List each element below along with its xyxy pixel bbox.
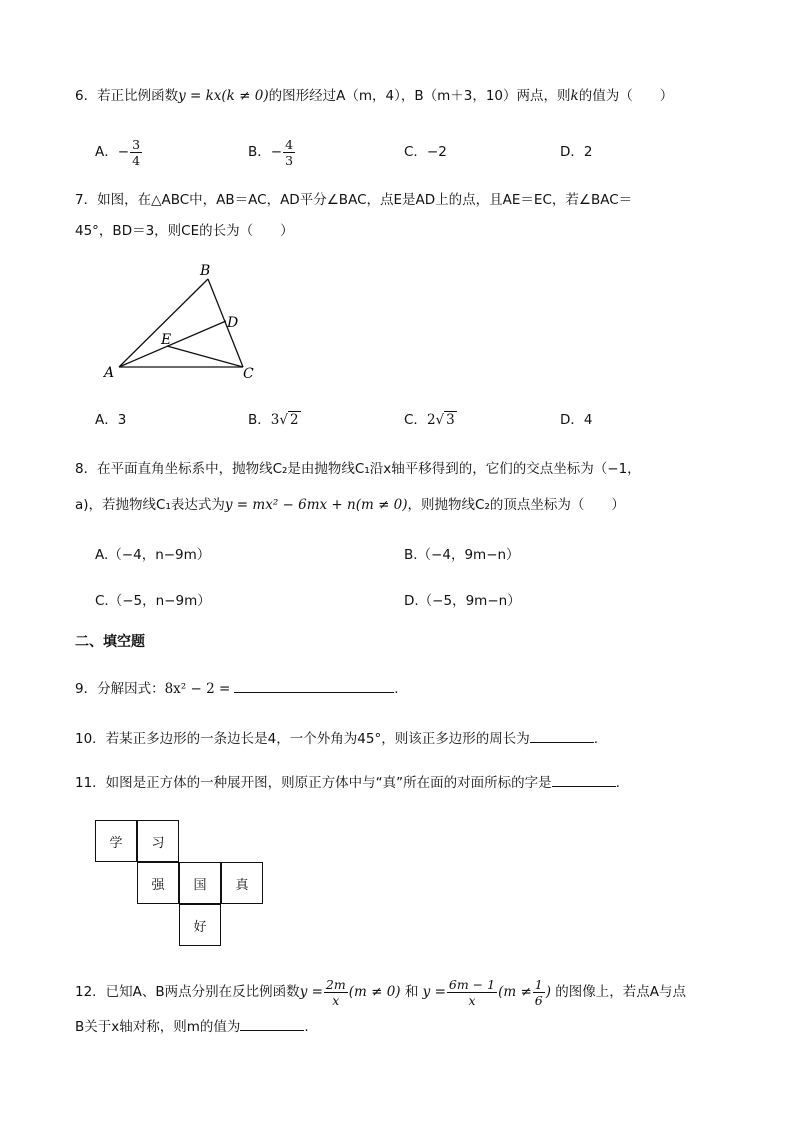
label-d: D [227, 315, 239, 331]
net-cell-xi: 习 [137, 820, 179, 862]
q7-option-a: A．3 [95, 412, 127, 428]
q8-option-b: B.（−4，9m−n） [404, 547, 520, 563]
q12-fraction-1: $\frac{2m}{x}$ [325, 976, 346, 1008]
q12-answer-blank[interactable] [240, 1017, 304, 1031]
q6-middle: 的图形经过A（m，4），B（m＋3，10）两点，则 [268, 88, 571, 104]
net-cell-qiang: 强 [137, 862, 179, 904]
q8-option-d: D.（−5，9m−n） [404, 593, 521, 609]
q6-suffix: 的值为（ ） [578, 88, 674, 104]
q6-k: k [570, 88, 579, 104]
q6-option-c: C．−2 [404, 144, 447, 160]
q7-line1: 7．如图，在△ABC中，AB＝AC，AD平分∠BAC，点E是AD上的点，且AE＝EC，若∠BAC＝ [75, 192, 633, 208]
section-title: 二、填空题 [75, 634, 145, 650]
q11: 11．如图是正方体的一种展开图，则原正方体中与“真”所在面的对面所标的字是 . [75, 775, 620, 791]
q6-stem [75, 86, 673, 106]
label-b: B [200, 263, 211, 279]
q8-line1: 8．在平面直角坐标系中，抛物线C₂是由抛物线C₁沿x轴平移得到的，它们的交点坐标为（−1， [75, 461, 641, 477]
net-cell-xue: 学 [95, 820, 137, 862]
q12-fraction-3: $\frac{1}{6}$ [534, 976, 543, 1008]
q8-line2: a)，若抛物线C₁表达式为y = mx² − 6mx + n(m ≠ 0)，则抛物线C₂的顶点坐标为（ ） [75, 497, 625, 513]
q7-option-c: C．2√ 3 [404, 412, 455, 428]
q6-option-a: A．− $\frac{3}{4}$ [95, 136, 141, 168]
q12-fraction-2: $\frac{6m - 1}{x}$ [448, 976, 496, 1008]
q7-line2: 45°，BD＝3，则CE的长为（ ） [75, 223, 294, 239]
q6-prefix: 6．若正比例函数 [75, 88, 179, 104]
label-a: A [104, 365, 115, 381]
net-cell-hao: 好 [179, 904, 221, 946]
q8-option-c: C.（−5，n−9m） [95, 593, 211, 609]
q6-formula: y = kx(k ≠ 0) [178, 88, 269, 104]
net-cell-zhen: 真 [221, 862, 263, 904]
q7-option-d: D．4 [560, 412, 593, 428]
q6-b-fraction: $\frac{4}{3}$ [285, 136, 294, 168]
q7-option-b: B．3√ 2 [248, 412, 299, 428]
q11-answer-blank[interactable] [552, 773, 616, 787]
q6-a-fraction: $\frac{3}{4}$ [132, 136, 141, 168]
q12-line2: B关于x轴对称，则m的值为 . [75, 1019, 309, 1035]
segment-ec [167, 346, 243, 367]
q9-answer-blank[interactable] [234, 679, 394, 693]
q10-answer-blank[interactable] [530, 729, 594, 743]
q9: 9．分解因式：8x² − 2 = . [75, 681, 399, 697]
q12-line1: 12．已知A、B两点分别在反比例函数y = $\frac{2m}{x}$ (m ≠ 0) 和 y = $\frac{6m - 1}{x}$ (m ≠ $\frac{1}{6}$ ) 的图像上，若点A与点 [75, 976, 687, 1008]
q6-option-d: D．2 [560, 144, 593, 160]
label-e: E [161, 332, 172, 348]
label-c: C [243, 366, 254, 382]
q8-formula: y = mx² − 6mx + n(m ≠ 0) [224, 497, 408, 513]
q8-option-a: A.（−4，n−9m） [95, 547, 211, 563]
q7-triangle-figure [95, 258, 275, 388]
segment-ad [119, 321, 226, 367]
q6-option-b: B．− $\frac{4}{3}$ [248, 136, 294, 168]
net-cell-guo: 国 [179, 862, 221, 904]
q10: 10．若某正多边形的一条边长是4，一个外角为45°，则该正多边形的周长为 . [75, 731, 598, 747]
